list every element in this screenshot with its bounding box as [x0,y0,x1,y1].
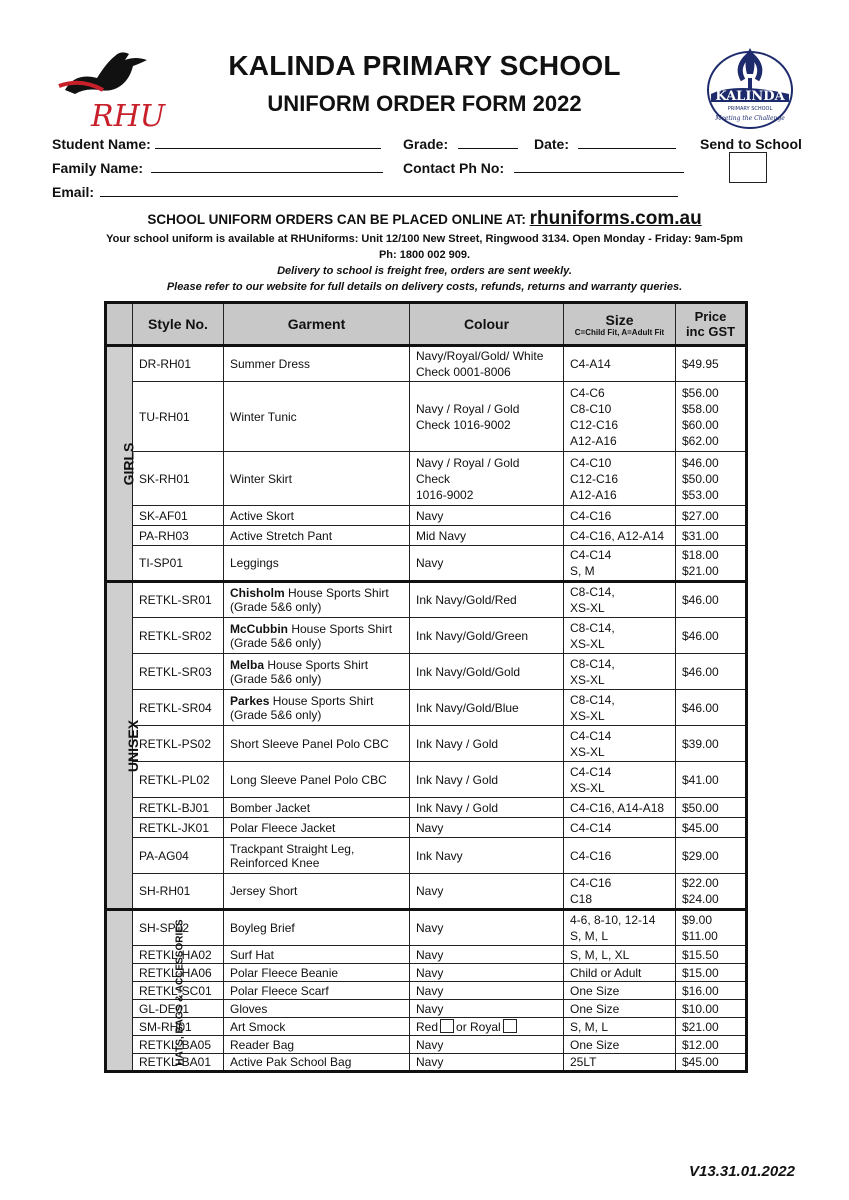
student-name-line[interactable] [155,136,381,149]
price-cell: $9.00 $11.00 [676,910,747,946]
grade-label: Grade: [403,136,449,152]
table-row [106,818,747,838]
colour-cell: Navy / Royal / Gold Check 1016-9002 [410,382,564,452]
style-cell: SK-AF01 [133,506,224,526]
colour-cell: Ink Navy / Gold [410,798,564,818]
colour-cell: Navy [410,546,564,582]
garment-text: House Sports Shirt (Grade 5&6 only) [230,621,393,650]
style-cell: RETKL-BA05 [133,1036,224,1054]
colour-option-red: Red [416,1020,439,1034]
garment-cell: Active Pak School Bag [224,1054,410,1072]
style-cell: PA-AG04 [133,838,224,874]
house-name: Parkes [230,693,270,708]
grade-field[interactable] [403,136,518,152]
category-unisex-label: UNISEX [125,719,142,772]
price-cell: $16.00 [676,982,747,1000]
garment-cell: Active Skort [224,506,410,526]
store-phone: Ph: 1800 002 909. [378,249,471,261]
garment-cell: Boyleg Brief [224,910,410,946]
price-cell: $46.00 [676,582,747,618]
delivery-note-text: Delivery to school is freight free, orders are sent weekly. [277,265,572,277]
delivery-note [0,265,849,277]
price-cell: $50.00 [676,798,747,818]
price-cell: $12.00 [676,1036,747,1054]
colour-cell: Navy [410,946,564,964]
date-line[interactable] [578,136,676,149]
family-name-field[interactable] [52,160,383,176]
garment-text: House Sports Shirt (Grade 5&6 only) [230,586,389,614]
size-cell: C4-C14 XS-XL [564,726,676,762]
category-girls-label: GIRLS [120,442,137,485]
style-cell: RETKL-HA02 [133,946,224,964]
store-address: Your school uniform is available at RHUniforms: Unit 12/100 New Street, Ringwood 3134. Open Monday - Friday: 9am-5pm [106,233,743,245]
price-cell: $18.00 $21.00 [676,546,747,582]
student-name-label: Student Name: [52,136,151,152]
colour-option-royal: or Royal [456,1020,501,1034]
header-size [564,303,676,346]
email-line[interactable] [100,184,678,197]
header-price [676,303,747,346]
send-to-school-label: Send to School [700,136,802,152]
size-cell: C4-A14 [564,346,676,382]
colour-cell: Ink Navy / Gold [410,762,564,798]
house-name: McCubbin [230,621,288,636]
size-cell: C8-C14, XS-XL [564,582,676,618]
size-cell: C4-C6 C8-C10 C12-C16 A12-A16 [564,382,676,452]
size-cell: C4-C14 XS-XL [564,762,676,798]
email-label: Email: [52,184,95,200]
size-cell: One Size [564,1000,676,1018]
header-style: Style No. [133,303,224,346]
header-size-sub: C=Child Fit, A=Adult Fit [574,327,665,337]
style-cell: RETKL-SC01 [133,982,224,1000]
garment-cell: Long Sleeve Panel Polo CBC [224,762,410,798]
table-row [106,1036,747,1054]
size-cell: C4-C16, A12-A14 [564,526,676,546]
table-row [106,1000,747,1018]
size-cell: One Size [564,982,676,1000]
size-cell: Child or Adult [564,964,676,982]
price-cell: $10.00 [676,1000,747,1018]
style-cell: PA-RH03 [133,526,224,546]
svg-text:KALINDA: KALINDA [715,89,785,104]
price-cell: $45.00 [676,1054,747,1072]
table-row [106,346,747,382]
price-cell: $22.00 $24.00 [676,874,747,910]
header-garment: Garment [224,303,410,346]
royal-checkbox[interactable] [503,1019,517,1033]
date-field[interactable] [534,136,676,152]
size-cell: C4-C16 C18 [564,874,676,910]
garment-cell [224,618,410,654]
school-title: KALINDA PRIMARY SCHOOL [228,50,621,81]
table-header-row [106,303,747,346]
size-cell: C4-C14 [564,818,676,838]
header-price-label: Price [694,309,727,324]
contact-field[interactable] [403,160,684,176]
colour-cell: Navy [410,506,564,526]
colour-cell: Ink Navy/Gold/Gold [410,654,564,690]
colour-cell: Mid Navy [410,526,564,546]
family-name-label: Family Name: [52,160,144,176]
size-cell: 4-6, 8-10, 12-14 S, M, L [564,910,676,946]
colour-cell: Ink Navy/Gold/Green [410,618,564,654]
price-cell: $46.00 $50.00 $53.00 [676,452,747,506]
style-cell: RETKL-SR01 [133,582,224,618]
garment-cell: Polar Fleece Jacket [224,818,410,838]
style-cell: RETKL-BJ01 [133,798,224,818]
garment-cell: Art Smock [224,1018,410,1036]
form-title: UNIFORM ORDER FORM 2022 [267,91,582,116]
garment-cell [224,654,410,690]
style-cell: SH-SP02 [133,910,224,946]
garment-cell: Active Stretch Pant [224,526,410,546]
colour-cell: Navy [410,964,564,982]
table-row [106,1054,747,1072]
table-row [106,798,747,818]
table-row [106,690,747,726]
price-cell: $39.00 [676,726,747,762]
size-cell: S, M, L [564,1018,676,1036]
table-row [106,982,747,1000]
email-field[interactable] [52,184,678,200]
table-row [106,910,747,946]
price-cell: $56.00 $58.00 $60.00 $62.00 [676,382,747,452]
size-cell: C4-C10 C12-C16 A12-A16 [564,452,676,506]
price-cell: $15.00 [676,964,747,982]
size-cell: 25LT [564,1054,676,1072]
colour-cell: Ink Navy [410,838,564,874]
colour-cell: Navy / Royal / Gold Check 1016-9002 [410,452,564,506]
svg-text:Meeting the Challenge: Meeting the Challenge [715,115,785,122]
garment-cell: Polar Fleece Scarf [224,982,410,1000]
colour-cell: Ink Navy/Gold/Red [410,582,564,618]
colour-cell: Navy [410,910,564,946]
house-name: Chisholm [230,586,285,600]
table-row [106,946,747,964]
garment-cell [224,582,410,618]
style-cell: RETKL-HA06 [133,964,224,982]
colour-cell: Navy [410,1000,564,1018]
price-cell: $21.00 [676,1018,747,1036]
contact-label: Contact Ph No: [403,160,505,176]
red-checkbox[interactable] [440,1019,454,1033]
price-cell: $45.00 [676,818,747,838]
garment-cell: Bomber Jacket [224,798,410,818]
colour-cell: Ink Navy/Gold/Blue [410,690,564,726]
table-row [106,452,747,506]
price-cell: $15.50 [676,946,747,964]
colour-cell: Ink Navy / Gold [410,726,564,762]
send-to-school-checkbox[interactable] [729,152,767,183]
table-row [106,762,747,798]
table-row [106,874,747,910]
price-cell: $31.00 [676,526,747,546]
style-cell: RETKL-JK01 [133,818,224,838]
online-order-notice [0,208,849,230]
colour-cell: Navy/Royal/Gold/ White Check 0001-8006 [410,346,564,382]
size-cell: S, M, L, XL [564,946,676,964]
date-label: Date: [534,136,570,152]
uniform-table [104,301,748,1073]
garment-cell: Trackpant Straight Leg, Reinforced Knee [224,838,410,874]
table-row [106,964,747,982]
house-name: Melba [230,657,265,672]
colour-cell: Navy [410,874,564,910]
style-cell: RETKL-PL02 [133,762,224,798]
garment-cell: Summer Dress [224,346,410,382]
garment-cell: Surf Hat [224,946,410,964]
garment-cell: Leggings [224,546,410,582]
header-price-sub: inc GST [685,324,736,339]
garment-cell: Polar Fleece Beanie [224,964,410,982]
style-cell: SM-RH01 [133,1018,224,1036]
category-girls [106,346,137,582]
table-row [106,618,747,654]
category-unisex [106,582,142,910]
table-row [106,726,747,762]
garment-cell: Gloves [224,1000,410,1018]
svg-text:PRIMARY SCHOOL: PRIMARY SCHOOL [727,106,773,112]
header-colour: Colour [410,303,564,346]
style-cell: RETKL-PS02 [133,726,224,762]
style-cell: TU-RH01 [133,382,224,452]
style-cell: RETKL-SR03 [133,654,224,690]
header-category-gap [106,303,133,346]
price-cell: $41.00 [676,762,747,798]
website-link[interactable]: rhuniforms.com.au [529,208,702,229]
table-row [106,838,747,874]
size-cell: C4-C16 [564,506,676,526]
price-cell: $49.95 [676,346,747,382]
table-row [106,546,747,582]
colour-cell: Navy [410,818,564,838]
garment-text: House Sports Shirt (Grade 5&6 only) [230,657,369,686]
size-cell: C8-C14, XS-XL [564,618,676,654]
style-cell: RETKL-BA01 [133,1054,224,1072]
refer-note-text: Please refer to our website for full details on delivery costs, refunds, returns and warranty queries. [166,281,683,293]
size-cell: One Size [564,1036,676,1054]
garment-cell: Short Sleeve Panel Polo CBC [224,726,410,762]
garment-cell: Jersey Short [224,874,410,910]
garment-cell: Winter Tunic [224,382,410,452]
style-cell: RETKL-SR02 [133,618,224,654]
table-row [106,526,747,546]
table-row [106,654,747,690]
garment-text: House Sports Shirt (Grade 5&6 only) [230,693,374,722]
style-cell: GL-DE01 [133,1000,224,1018]
table-row [106,1018,747,1036]
price-cell: $46.00 [676,690,747,726]
svg-text:RHU: RHU [91,99,166,134]
size-cell: C8-C14, XS-XL [564,654,676,690]
student-name-field[interactable] [52,136,381,152]
colour-cell: Navy [410,1036,564,1054]
style-cell: SK-RH01 [133,452,224,506]
colour-cell [410,1018,564,1036]
garment-cell: Winter Skirt [224,452,410,506]
style-cell: SH-RH01 [133,874,224,910]
size-cell: C4-C14 S, M [564,546,676,582]
size-cell: C4-C16, A14-A18 [564,798,676,818]
table-row [106,382,747,452]
online-order-text: SCHOOL UNIFORM ORDERS CAN BE PLACED ONLINE AT: [147,212,526,227]
grade-line[interactable] [458,136,518,149]
style-cell: DR-RH01 [133,346,224,382]
refer-note [0,281,849,293]
category-accessories-label: HATS, BAGS & ACCESSORIES [174,918,186,1066]
table-row [106,582,747,618]
size-cell: C4-C16 [564,838,676,874]
garment-cell: Reader Bag [224,1036,410,1054]
table-row [106,506,747,526]
header-size-label: Size [605,311,634,328]
size-cell: C8-C14, XS-XL [564,690,676,726]
price-cell: $46.00 [676,618,747,654]
contact-line[interactable] [514,160,684,173]
colour-cell: Navy [410,1054,564,1072]
version-label: V13.31.01.2022 [689,1163,795,1180]
price-cell: $29.00 [676,838,747,874]
colour-cell: Navy [410,982,564,1000]
price-cell: $46.00 [676,654,747,690]
style-cell: TI-SP01 [133,546,224,582]
garment-cell [224,690,410,726]
style-cell: RETKL-SR04 [133,690,224,726]
price-cell: $27.00 [676,506,747,526]
family-name-line[interactable] [151,160,383,173]
